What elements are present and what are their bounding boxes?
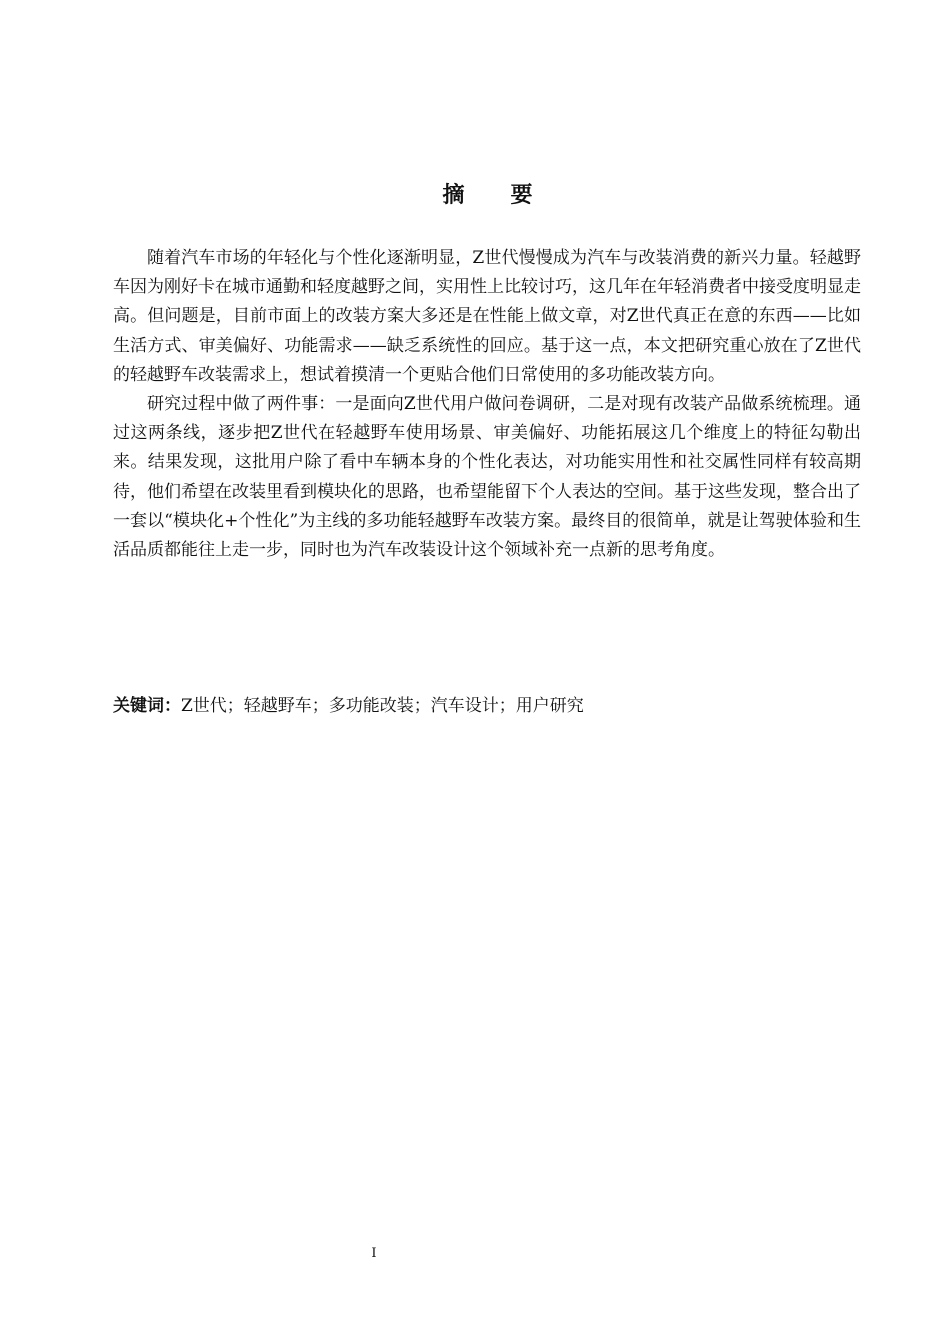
keywords-label: 关键词：: [113, 696, 181, 716]
keywords-line: [113, 692, 861, 721]
page-number: I: [371, 1246, 377, 1261]
keywords-value: Z世代；轻越野车；多功能改装；汽车设计；用户研究: [181, 696, 584, 716]
abstract-title-char-2: 要: [510, 183, 533, 208]
abstract-title-char-1: 摘: [442, 183, 465, 208]
abstract-paragraph-1: 随着汽车市场的年轻化与个性化逐渐明显，Z世代慢慢成为汽车与改装消费的新兴力量。轻越野车因为刚好卡在城市通勤和轻度越野之间，实用性上比较讨巧，这几年在年轻消费者中接受度明显走高。但问题是，目前市面上的改装方案大多还是在性能上做文章，对Z世代真正在意的东西——比如生活方式、审美偏好、功能需求——缺乏系统性的回应。基于这一点，本文把研究重心放在了Z世代的轻越野车改装需求上，想试着摸清一个更贴合他们日常使用的多功能改装方向。: [113, 248, 861, 385]
abstract-paragraph-2: 研究过程中做了两件事：一是面向Z世代用户做问卷调研，二是对现有改装产品做系统梳理。通过这两条线，逐步把Z世代在轻越野车使用场景、审美偏好、功能拓展这几个维度上的特征勾勒出来。结果发现，这批用户除了看中车辆本身的个性化表达，对功能实用性和社交属性同样有较高期待，他们希望在改装里看到模块化的思路，也希望能留下个人表达的空间。基于这些发现，整合出了一套以“模块化+个性化”为主线的多功能轻越野车改装方案。最终目的很简单，就是让驾驶体验和生活品质都能往上走一步，同时也为汽车改装设计这个领域补充一点新的思考角度。: [113, 394, 861, 561]
abstract-title: [0, 178, 950, 209]
abstract-body: [113, 244, 861, 565]
